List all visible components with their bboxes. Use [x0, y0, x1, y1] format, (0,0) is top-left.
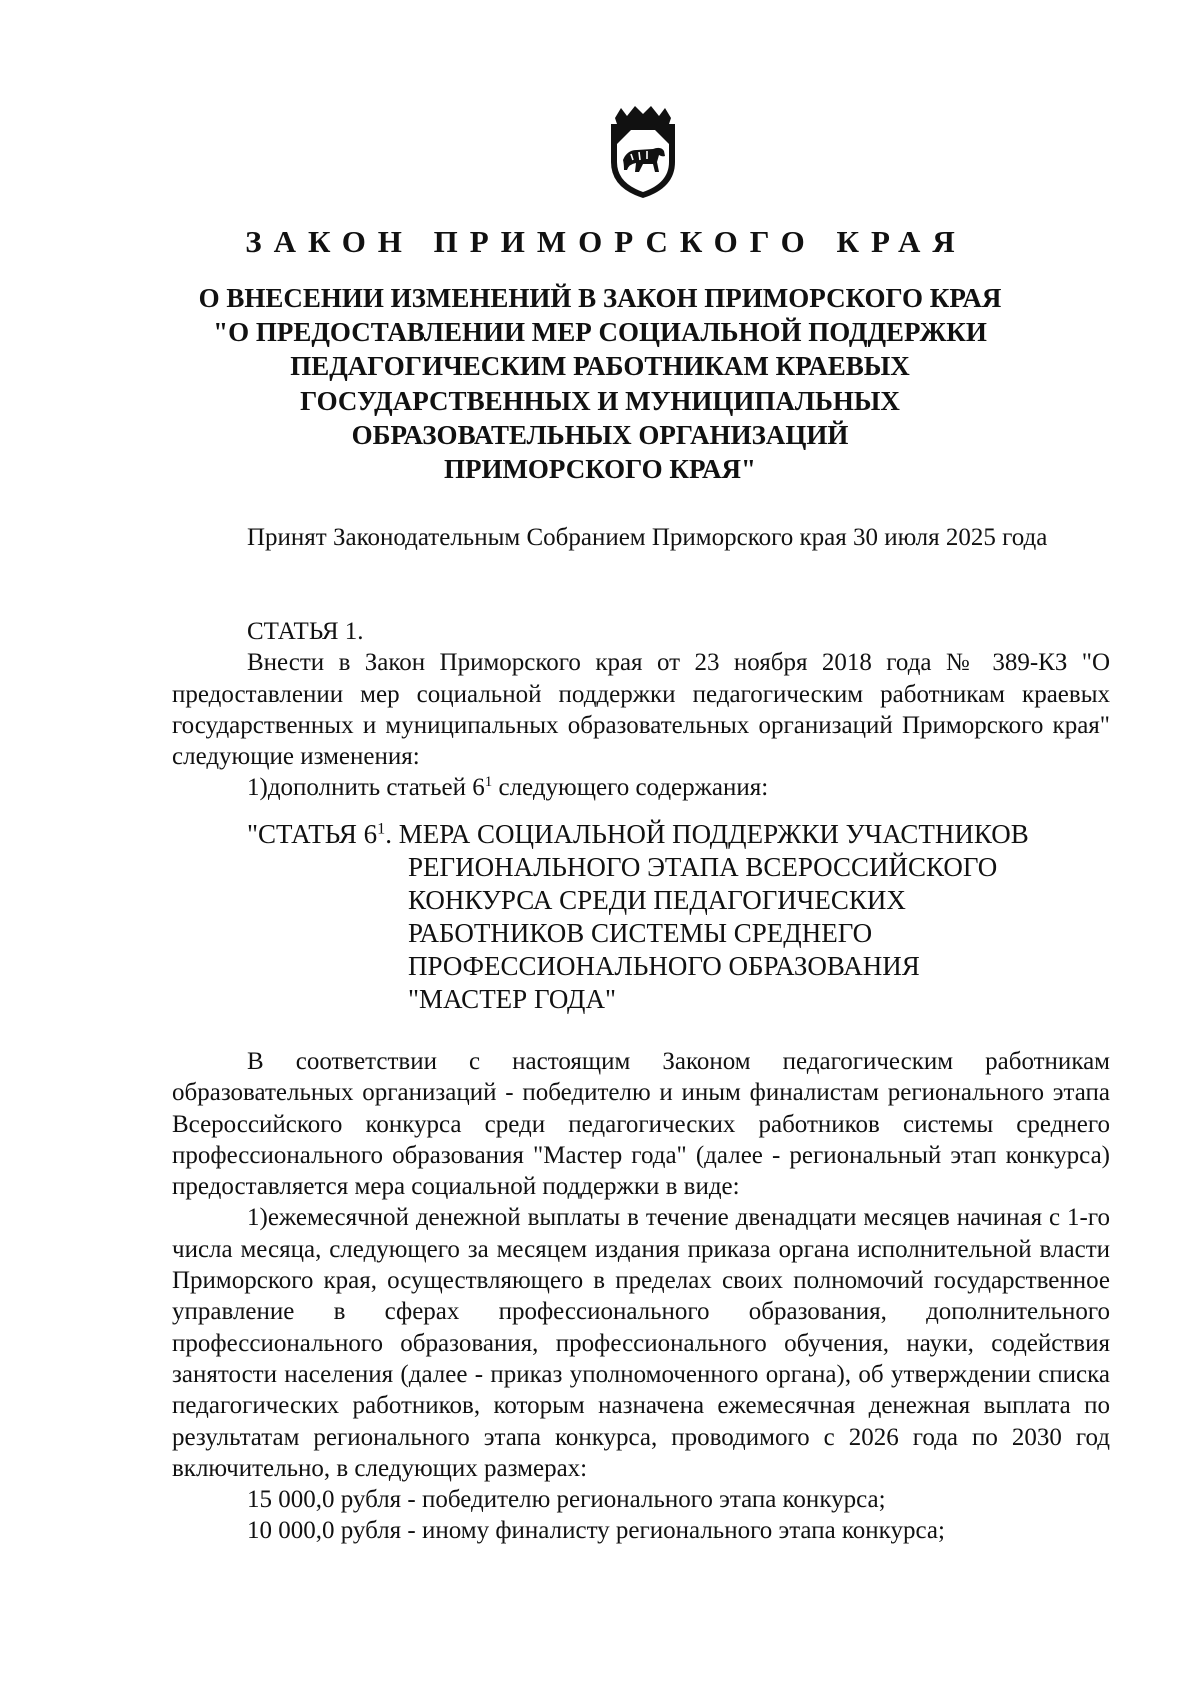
new-article-heading	[172, 818, 1110, 1016]
adoption-note: Принят Законодательным Собранием Приморского края 30 июля 2025 года	[247, 524, 1048, 551]
law-type-title: ЗАКОН ПРИМОРСКОГО КРАЯ	[245, 224, 967, 259]
new-article-title: . МЕРА СОЦИАЛЬНОЙ ПОДДЕРЖКИ УЧАСТНИКОВ	[385, 819, 1029, 849]
article-1-intro: Внести в Закон Приморского края от 23 ноября 2018 года № 389-КЗ "О предоставлении мер социальной поддержки педагогическим работникам краевых государственных и муниципальных образовательных организаций Приморского края" следующие изменения:	[172, 649, 1110, 771]
article-1-item-1	[172, 772, 1110, 803]
law-heading-line: ГОСУДАРСТВЕННЫХ И МУНИЦИПАЛЬНЫХ	[300, 385, 900, 416]
law-heading	[180, 281, 1020, 486]
new-article-line: ПРОФЕССИОНАЛЬНОГО ОБРАЗОВАНИЯ	[408, 951, 920, 981]
new-article-prefix: "СТАТЬЯ 6	[247, 819, 378, 849]
new-article-line: РЕГИОНАЛЬНОГО ЭТАПА ВСЕРОССИЙСКОГО	[408, 852, 998, 882]
new-article-line: РАБОТНИКОВ СИСТЕМЫ СРЕДНЕГО	[408, 918, 873, 948]
main-text-block	[172, 1046, 1110, 1547]
item-1-superscript: 1	[484, 774, 493, 791]
tiger-emblem-icon	[607, 104, 679, 200]
new-article-line: КОНКУРСА СРЕДИ ПЕДАГОГИЧЕСКИХ	[408, 885, 906, 915]
new-article-superscript: 1	[377, 819, 386, 838]
adoption-note-block	[172, 522, 1110, 553]
amount-winner: 15 000,0 рубля - победителю регионального этапа конкурса;	[247, 1486, 886, 1514]
law-heading-line: ОБРАЗОВАТЕЛЬНЫХ ОРГАНИЗАЦИЙ	[351, 419, 849, 450]
item-1-text: 1)дополнить статьей 6	[247, 774, 485, 802]
coat-of-arms-icon	[607, 104, 679, 200]
paragraph-support-measure: В соответствии с настоящим Законом педагогическим работникам образовательных организаций - победителю и иным финалистам регионального этапа Всероссийского конкурса среди педагогических работников системы среднего профессионального образования "Мастер года" (далее - региональный этап конкурса) предоставляется мера социальной поддержки в виде:	[172, 1048, 1110, 1201]
paragraph-monthly-payment: 1)ежемесячной денежной выплаты в течение двенадцати месяцев начиная с 1-го числа месяца, следующего за месяцем издания приказа органа исполнительной власти Приморского края, осуществляющего в пределах своих полномочий государственное управление в сферах профессионального образования, дополнительного профессионального образования, профессионального обучения, науки, содействия занятости населения (далее - приказ уполномоченного органа), об утверждении списка педагогических работников, которым назначена ежемесячная денежная выплата по результатам регионального этапа конкурса, проводимого с 2026 года по 2030 год включительно, в следующих размерах:	[172, 1204, 1110, 1482]
new-article-line: "МАСТЕР ГОДА"	[408, 984, 616, 1014]
law-heading-line: ПРИМОРСКОГО КРАЯ"	[443, 454, 757, 485]
amount-finalist: 10 000,0 рубля - иному финалисту регионального этапа конкурса;	[247, 1517, 945, 1545]
item-1-text-end: следующего содержания:	[492, 774, 769, 802]
article-1-block	[172, 616, 1110, 804]
law-heading-line: "О ПРЕДОСТАВЛЕНИИ МЕР СОЦИАЛЬНОЙ ПОДДЕРЖКИ	[213, 317, 987, 348]
law-heading-line: ПЕДАГОГИЧЕСКИМ РАБОТНИКАМ КРАЕВЫХ	[290, 351, 910, 382]
law-heading-line: О ВНЕСЕНИИ ИЗМЕНЕНИЙ В ЗАКОН ПРИМОРСКОГО КРАЯ	[198, 283, 1002, 313]
article-1-heading: СТАТЬЯ 1.	[247, 618, 364, 645]
new-article-first-line	[172, 818, 1110, 851]
